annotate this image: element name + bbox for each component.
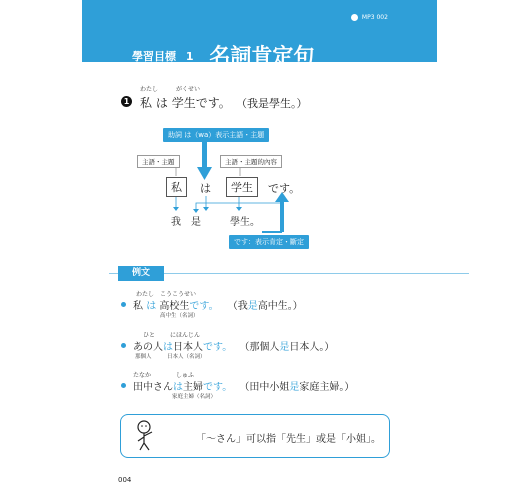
main-word-wa: は [155, 96, 168, 110]
example-word: 高校生 [159, 301, 190, 312]
example-particle: は [146, 301, 157, 312]
example-sentence [133, 297, 303, 312]
bullet-icon [121, 302, 126, 307]
example-note: 高中生（名詞） [160, 313, 199, 319]
example-copula: です。 [189, 301, 219, 312]
example-word: 主婦 [183, 382, 203, 393]
example-note: 家庭主婦（名詞） [172, 394, 217, 400]
example-particle: は [173, 382, 183, 393]
main-translation: （我是學生。） [236, 97, 308, 110]
bullet-icon [121, 343, 126, 348]
subject-label: 主語・主題 [137, 155, 180, 168]
example-translation: （那個人是日本人。） [239, 342, 335, 353]
bullet-icon [121, 383, 126, 388]
example-note: 那個人 [135, 354, 152, 360]
example-note: 日本人（名詞） [167, 354, 206, 360]
example-particle: は [163, 342, 173, 353]
main-word-desu: です。 [195, 96, 231, 110]
main-word-gakusei: 学生 [171, 96, 196, 110]
example-word: 田中さん [133, 382, 173, 393]
example-ruby: ひと [143, 332, 156, 339]
example-ruby: しゅふ [176, 372, 195, 379]
diagram-word-watashi: 私 [166, 177, 187, 197]
diagram-word-gakusei: 学生 [226, 177, 258, 197]
example-word: 私 [133, 301, 143, 312]
stick-figure-icon [130, 419, 166, 453]
audio-track-label: MP3 002 [361, 14, 388, 21]
example-sentence [133, 378, 354, 393]
example-copula: です。 [203, 382, 233, 393]
example-word: 日本人 [173, 342, 203, 353]
section-label: 學習目標 [132, 50, 176, 63]
example-translation: （我是高中生。） [227, 301, 303, 312]
desu-note: です：表示肯定・斷定 [229, 235, 309, 249]
example-ruby: わたし [136, 291, 155, 298]
subject-content-label: 主語・主題的內容 [220, 155, 282, 168]
diagram-word-desu: です。 [268, 182, 301, 195]
main-word-watashi: 私 [140, 96, 153, 110]
section-topic: 名詞肯定句 [209, 44, 315, 68]
trans-wo: 我 [171, 217, 181, 228]
trans-xuesheng: 學生。 [230, 217, 260, 228]
examples-heading: 例文 [118, 266, 164, 281]
example-translation: （田中小姐是家庭主婦。） [239, 382, 355, 393]
section-number: 1 [185, 50, 194, 63]
example-word: あの人 [133, 342, 163, 353]
diagram-word-wa: は [200, 182, 211, 195]
example-ruby: にほんじん [170, 332, 201, 339]
tip-text: 「～さん」可以指「先生」或是「小姐」。 [196, 434, 381, 445]
example-copula: です。 [203, 342, 233, 353]
example-ruby: こうこうせい [160, 291, 197, 298]
ruby-watashi: わたし [140, 86, 159, 93]
particle-note: 助詞 は（wa）表示主語・主題 [163, 128, 269, 142]
example-sentence [133, 338, 334, 353]
trans-shi: 是 [191, 217, 201, 228]
page-number: 004 [118, 476, 132, 484]
ruby-gakusei: がくせい [176, 86, 201, 93]
example-ruby: たなか [133, 372, 152, 379]
example-number-badge: 1 [121, 96, 132, 107]
